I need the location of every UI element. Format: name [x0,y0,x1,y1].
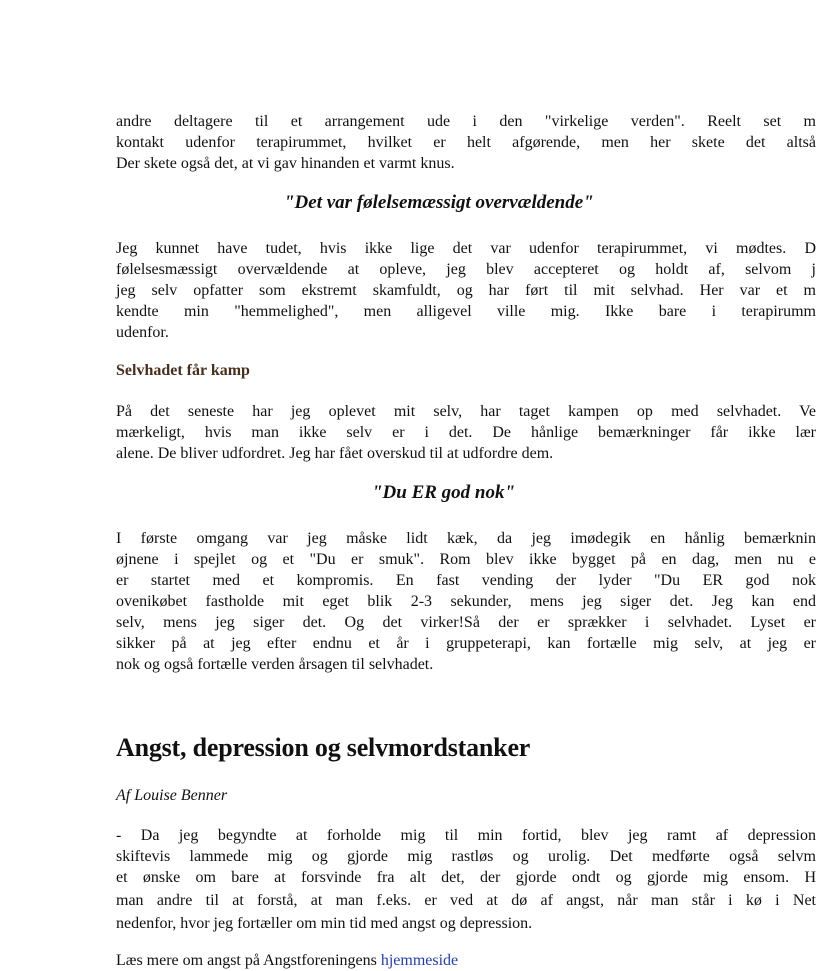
paragraph-accepted [116,238,816,343]
text-line: jeg selv opfatter som ekstremt skamfuldt, og har ført til mit selvhad. Her var et m [116,282,816,299]
paragraph-meeting [116,111,816,174]
text-line: alene. De bliver udfordret. Jeg har fået overskud til at udfordre dem. [116,445,554,462]
text-line: øjnene i spejlet og et "Du er smuk". Rom blev ikke bygget på en dag, men nu e [116,551,816,568]
section-heading: Selvhadet får kamp [116,362,250,379]
pull-quote-overwhelming: "Det var følelsemæssigt overvældende" [284,192,594,213]
article-title: Angst, depression og selvmordstanker [116,733,531,762]
homepage-link[interactable]: hjemmeside [380,952,459,969]
text-line: Jeg kunnet have tudet, hvis ikke lige det var udenfor terapirummet, vi mødtes. D [116,240,816,257]
read-more-line [116,950,816,971]
text-line: andre deltagere til et arrangement ude i den "virkelige verden". Reelt set m [116,113,816,130]
document-page [116,0,816,969]
text-line: følelsesmæssigt overvældende at opleve, jeg blev accepteret og holdt af, selvom j [116,261,816,278]
text-line: nok og også fortælle verden årsagen til selvhadet. [116,656,434,673]
text-line: Der skete også det, at vi gav hinanden et varmt knus. [116,155,455,172]
article-byline: Af Louise Benner [116,787,228,804]
text-line: et ønske om bare at forsvinde fra alt det, der gjorde ondt og gjorde mig ensom. H [116,869,816,886]
read-more-text: Læs mere om angst på Angstforeningens [116,952,381,969]
text-line: man andre til at forstå, at man f.eks. er ved at dø af angst, når man står i kø i Net [116,892,816,909]
text-line: udenfor. [116,324,169,341]
text-line: mærkeligt, hvis man ikke selv er i det. De hånlige bemærkninger får ikke lær [116,424,816,441]
text-line: I første omgang var jeg måske lidt kæk, da jeg imødegik en hånlig bemærknin [116,530,816,547]
text-line: - Da jeg begyndte at forholde mig til min fortid, blev jeg ramt af depression [116,827,816,844]
text-line: selv, mens jeg siger det. Og det virker!Så der er sprækker i selvhadet. Lyset er [116,614,816,631]
text-line: kendte min "hemmelighed", men alligevel ville mig. Ikke bare i terapirumm [116,303,816,320]
paragraph-fight [116,401,816,464]
text-line: nedenfor, hvor jeg fortæller om min tid med angst og depression. [116,915,533,932]
text-line: På det seneste har jeg oplevet mit selv, har taget kampen op med selvhadet. Ve [116,403,816,420]
text-line: kontakt udenfor terapirummet, hvilket er helt afgørende, men her skete det altså [116,134,816,151]
text-line: ovenikøbet fastholde mit eget blik 2-3 sekunder, mens jeg siger det. Jeg kan end [116,593,816,610]
pull-quote-good-enough: "Du ER god nok" [372,482,516,503]
paragraph-anxiety [116,825,816,934]
text-line: sikker på at jeg efter endnu et år i gruppeterapi, kan fortælle mig selv, at jeg er [116,635,816,652]
text-line: er startet med et kompromis. En fast vending der lyder "Du ER god nok [116,572,816,589]
text-line: skiftevis lammede mig og gjorde mig rastløs og urolig. Det medførte også selvm [116,848,816,865]
paragraph-mirror [116,528,816,675]
